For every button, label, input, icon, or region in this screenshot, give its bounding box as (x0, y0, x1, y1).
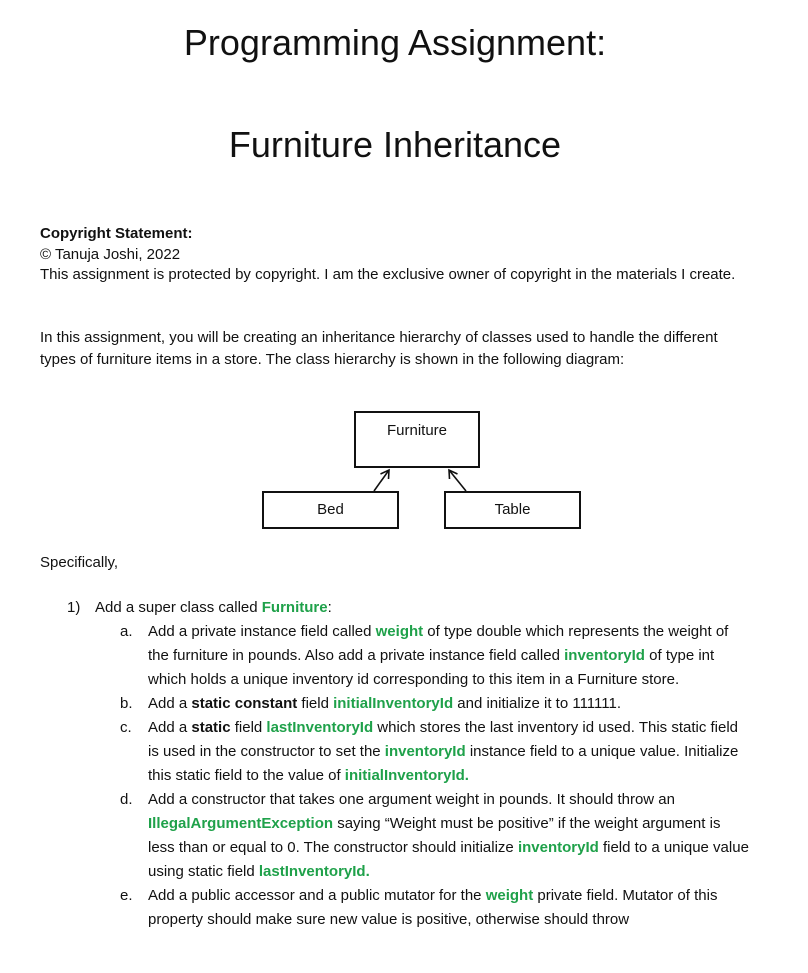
item-d-keyword-3: lastInventoryId (258, 863, 366, 880)
step-1-text-before: Add a super class called (95, 599, 262, 616)
item-letter-b: b. (120, 695, 133, 712)
item-e-text-2: private field. Mutator of this property should make sure new value is positive, otherwise should throw (148, 887, 718, 928)
list-item-b (120, 692, 750, 716)
item-c-text-1: Add a (148, 719, 192, 736)
item-b-keyword-1: initialInventoryId (333, 695, 454, 712)
list-item-a (120, 620, 750, 692)
item-d-keyword-1: IllegalArgumentException (148, 815, 334, 832)
copyright-statement: This assignment is protected by copyright. I am the exclusive owner of copyright in the materials I create. (40, 266, 736, 283)
sub-items-list (120, 620, 750, 932)
item-c-keyword-3: initialInventoryId (344, 767, 465, 784)
list-item-c (120, 716, 750, 788)
item-letter-a: a. (120, 623, 133, 640)
item-d-text-4: . (365, 863, 370, 880)
item-c-keyword-1: lastInventoryId (266, 719, 374, 736)
item-b-text-1: Add a (148, 695, 192, 712)
item-a-text-2: of type double which represents the weight of the furniture in pounds. Also add a private instance field called (148, 623, 729, 664)
arrow-bed-to-furniture (374, 470, 389, 491)
item-a-keyword-2: inventoryId (564, 647, 645, 664)
item-d-text-3: field to a unique value using static field (148, 839, 749, 880)
diagram-box-furniture: Furniture (354, 411, 480, 468)
item-d-text-1: Add a constructor that takes one argument weight in pounds. It should throw an (148, 791, 675, 808)
copyright-heading: Copyright Statement: (40, 225, 193, 242)
list-item-d (120, 788, 750, 884)
item-e-text-1: Add a public accessor and a public mutator for the (148, 887, 486, 904)
item-letter-d: d. (120, 791, 133, 808)
diagram-box-bed: Bed (262, 491, 399, 529)
item-d-keyword-2: inventoryId (517, 839, 599, 856)
item-c-strong-1: static (191, 719, 231, 736)
arrowhead-bed (381, 470, 390, 479)
title-line-1: Programming Assignment: (183, 22, 607, 63)
item-a-text-1: Add a private instance field called (148, 623, 376, 640)
item-e-keyword-1: weight (485, 887, 534, 904)
item-d-text-2: saying “Weight must be positive” if the weight argument is less than or equal to 0. The constructor should initialize (148, 815, 721, 856)
item-b-text-2: field (297, 695, 334, 712)
item-c-text-2: field (230, 719, 267, 736)
item-c-text-3: which stores the last inventory id used. This static field is used in the constructor to set the (148, 719, 739, 760)
item-a-text-3: of type int which holds a unique inventory id corresponding to this item in a Furniture store. (148, 647, 715, 688)
item-b-strong-1: static constant (191, 695, 298, 712)
specifically-text: Specifically, (40, 554, 119, 571)
copyright-block (40, 224, 740, 286)
item-b-text-3: and initialize it to 111111. (453, 695, 621, 712)
item-c-text-4: instance field to a unique value. Initialize this static field to the value of (148, 743, 739, 784)
title-line-2: Furniture Inheritance (228, 124, 562, 165)
item-c-text-5: . (464, 767, 469, 784)
arrow-table-to-furniture (449, 470, 466, 491)
step-1 (67, 597, 332, 618)
item-letter-e: e. (120, 887, 133, 904)
step-1-text-after: : (327, 599, 332, 616)
copyright-owner: © Tanuja Joshi, 2022 (40, 245, 181, 263)
item-letter-c: c. (120, 719, 132, 736)
diagram-box-table: Table (444, 491, 581, 529)
step-1-class-name: Furniture (261, 599, 328, 616)
item-a-keyword-1: weight (375, 623, 424, 640)
intro-paragraph: In this assignment, you will be creating an inheritance hierarchy of classes used to handle the different types of furniture items in a store. The class hierarchy is shown in the following diagram: (40, 329, 718, 368)
item-c-keyword-2: inventoryId (384, 743, 466, 760)
list-item-e (120, 884, 750, 932)
arrowhead-table (449, 470, 458, 479)
step-1-number: 1) (67, 599, 81, 616)
